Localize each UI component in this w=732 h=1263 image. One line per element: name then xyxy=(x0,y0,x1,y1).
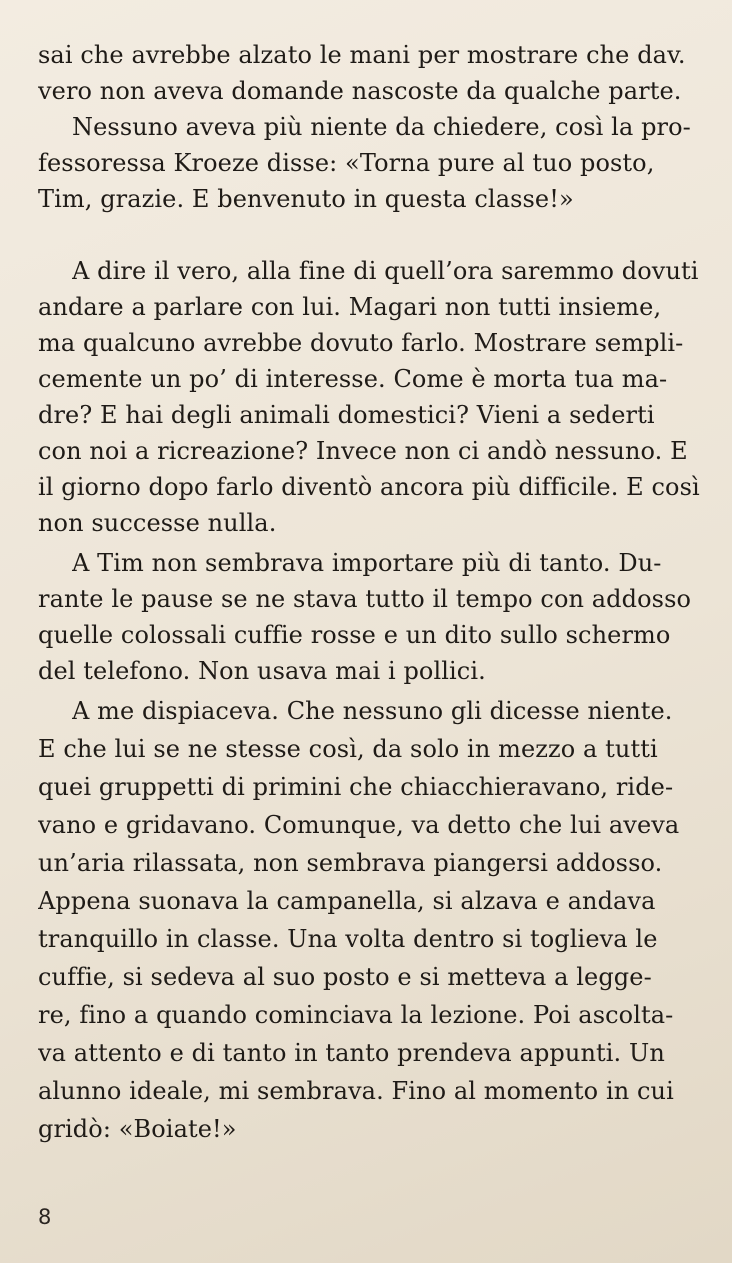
text-line: Nessuno aveva più niente da chiedere, così la pro- xyxy=(72,113,691,141)
text-line: quei gruppetti di primini che chiacchieravano, ride- xyxy=(38,773,674,801)
text-line: fessoressa Kroeze disse: «Torna pure al tuo posto, xyxy=(38,149,655,177)
text-line: Appena suonava la campanella, si alzava e andava xyxy=(38,887,656,915)
text-line: cemente un po’ di interesse. Come è morta tua ma- xyxy=(38,365,668,393)
text-line: cuffie, si sedeva al suo posto e si metteva a legge- xyxy=(38,963,652,991)
text-line: Tim, grazie. E benvenuto in questa classe!» xyxy=(38,185,574,213)
text-line: vero non aveva domande nascoste da qualche parte. xyxy=(38,77,682,105)
text-line: gridò: «Boiate!» xyxy=(38,1115,237,1143)
text-line: quelle colossali cuffie rosse e un dito sullo schermo xyxy=(38,621,671,649)
text-line: va attento e di tanto in tanto prendeva appunti. Un xyxy=(38,1039,665,1067)
text-line: E che lui se ne stesse così, da solo in mezzo a tutti xyxy=(38,735,658,763)
text-line: non successe nulla. xyxy=(38,509,277,537)
text-line: A Tim non sembrava importare più di tanto. Du- xyxy=(72,549,662,577)
page-number: 8 xyxy=(38,1205,52,1229)
text-line: alunno ideale, mi sembrava. Fino al momento in cui xyxy=(38,1077,674,1105)
text-line: A dire il vero, alla fine di quell’ora saremmo dovuti xyxy=(72,257,699,285)
text-line: dre? E hai degli animali domestici? Vieni a sederti xyxy=(38,401,655,429)
text-line: ma qualcuno avrebbe dovuto farlo. Mostrare sempli- xyxy=(38,329,684,357)
text-line: il giorno dopo farlo diventò ancora più difficile. E così xyxy=(38,473,700,501)
text-line: del telefono. Non usava mai i pollici. xyxy=(38,657,486,685)
text-line: re, fino a quando cominciava la lezione. Poi ascolta- xyxy=(38,1001,674,1029)
text-line: rante le pause se ne stava tutto il tempo con addosso xyxy=(38,585,692,613)
text-line: vano e gridavano. Comunque, va detto che lui aveva xyxy=(38,811,680,839)
text-line: A me dispiaceva. Che nessuno gli dicesse niente. xyxy=(72,697,673,725)
text-line: sai che avrebbe alzato le mani per mostrare che dav. xyxy=(38,41,686,69)
text-line: andare a parlare con lui. Magari non tutti insieme, xyxy=(38,293,662,321)
text-line: tranquillo in classe. Una volta dentro si toglieva le xyxy=(38,925,658,953)
text-line: un’aria rilassata, non sembrava piangersi addosso. xyxy=(38,849,663,877)
text-line: con noi a ricreazione? Invece non ci andò nessuno. E xyxy=(38,437,688,465)
